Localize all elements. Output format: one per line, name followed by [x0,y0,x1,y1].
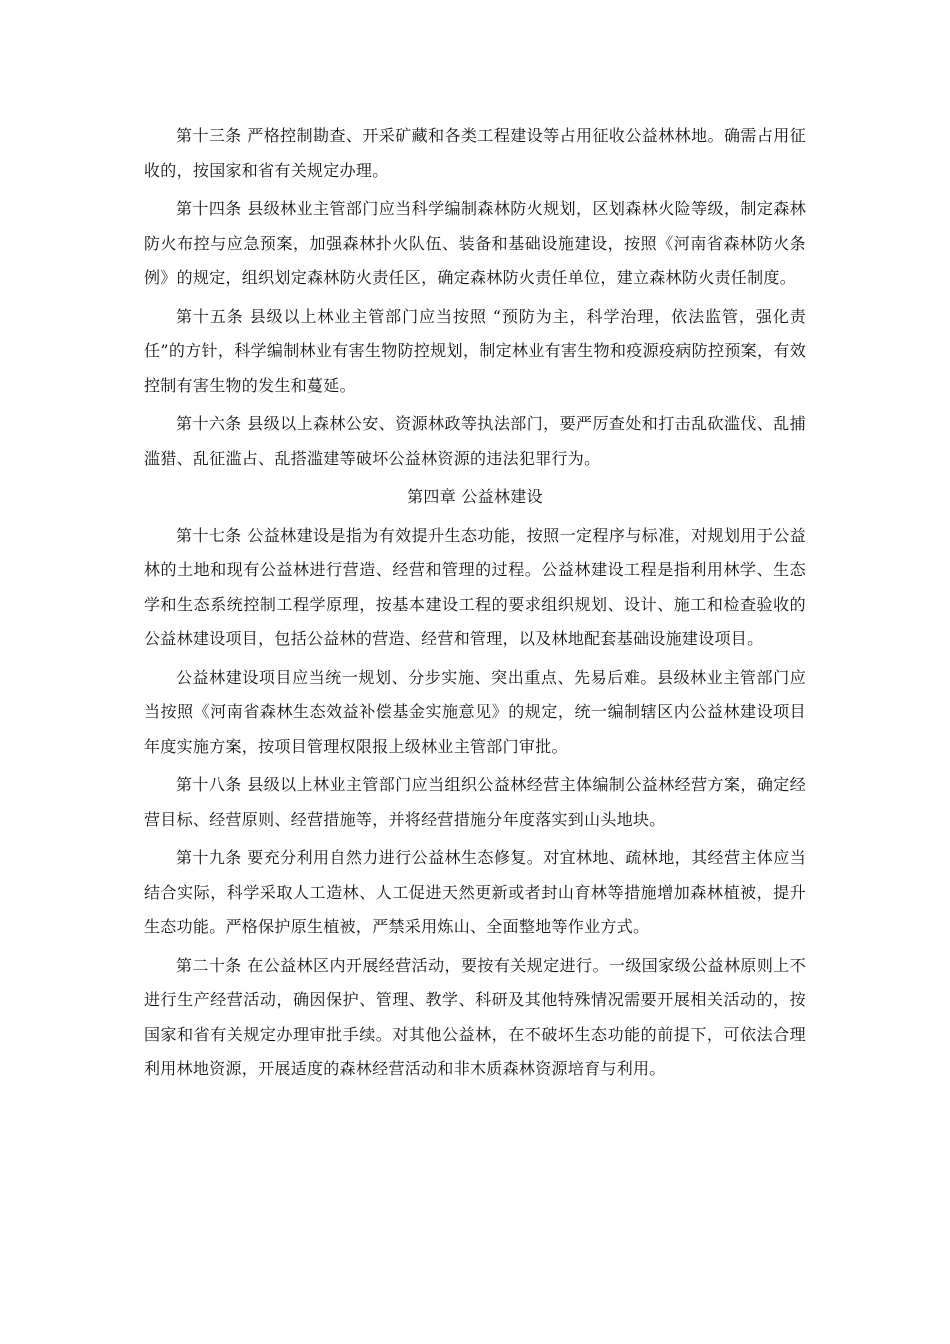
article-18: 第十八条 县级以上林业主管部门应当组织公益林经营主体编制公益林经营方案，确定经营目标、经营原则、经营措施等，并将经营措施分年度落实到山头地块。 [144,775,806,829]
chapter-heading: 第四章 公益林建设 [407,487,543,506]
article-14: 第十四条 县级林业主管部门应当科学编制森林防火规划，区划森林火险等级，制定森林防火布控与应急预案，加强森林扑火队伍、装备和基础设施建设，按照《河南省森林防火条例》的规定，组织划定森林防火责任区，确定森林防火责任单位，建立森林防火责任制度。 [144,199,806,287]
article-13: 第十三条 严格控制勘查、开采矿藏和各类工程建设等占用征收公益林林地。确需占用征收的，按国家和省有关规定办理。 [144,126,806,180]
article-16: 第十六条 县级以上森林公安、资源林政等执法部门，要严厉查处和打击乱砍滥伐、乱捕滥猎、乱征滥占、乱搭滥建等破坏公益林资源的违法犯罪行为。 [144,414,806,468]
article-17-continued: 公益林建设项目应当统一规划、分步实施、突出重点、先易后难。县级林业主管部门应当按照《河南省森林生态效益补偿基金实施意见》的规定，统一编制辖区内公益林建设项目年度实施方案，按项目管理权限报上级林业主管部门审批。 [144,667,806,756]
article-20: 第二十条 在公益林区内开展经营活动，要按有关规定进行。一级国家级公益林原则上不进行生产经营活动，确因保护、管理、教学、科研及其他特殊情况需要开展相关活动的，按国家和省有关规定办理审批手续。对其他公益林，在不破坏生态功能的前提下，可依法合理利用林地资源，开展适度的森林经营活动和非木质森林资源培育与利用。 [144,955,806,1078]
article-17: 第十七条 公益林建设是指为有效提升生态功能，按照一定程序与标准，对规划用于公益林的土地和现有公益林进行营造、经营和管理的过程。公益林建设工程是指利用林学、生态学和生态系统控制工程学原理，按基本建设工程的要求组织规划、设计、施工和检查验收的公益林建设项目，包括公益林的营造、经营和管理，以及林地配套基础设施建设项目。 [144,525,806,648]
document-page [144,119,806,1091]
article-19: 第十九条 要充分利用自然力进行公益林生态修复。对宜林地、疏林地，其经营主体应当结合实际，科学采取人工造林、人工促进天然更新或者封山育林等措施增加森林植被，提升生态功能。严格保护原生植被，严禁采用炼山、全面整地等作业方式。 [144,848,806,936]
article-15: 第十五条 县级以上林业主管部门应当按照 “预防为主，科学治理，依法监管，强化责任”的方针，科学编制林业有害生物防控规划，制定林业有害生物和疫源疫病防控预案，有效控制有害生物的发生和蔓延。 [144,306,806,395]
